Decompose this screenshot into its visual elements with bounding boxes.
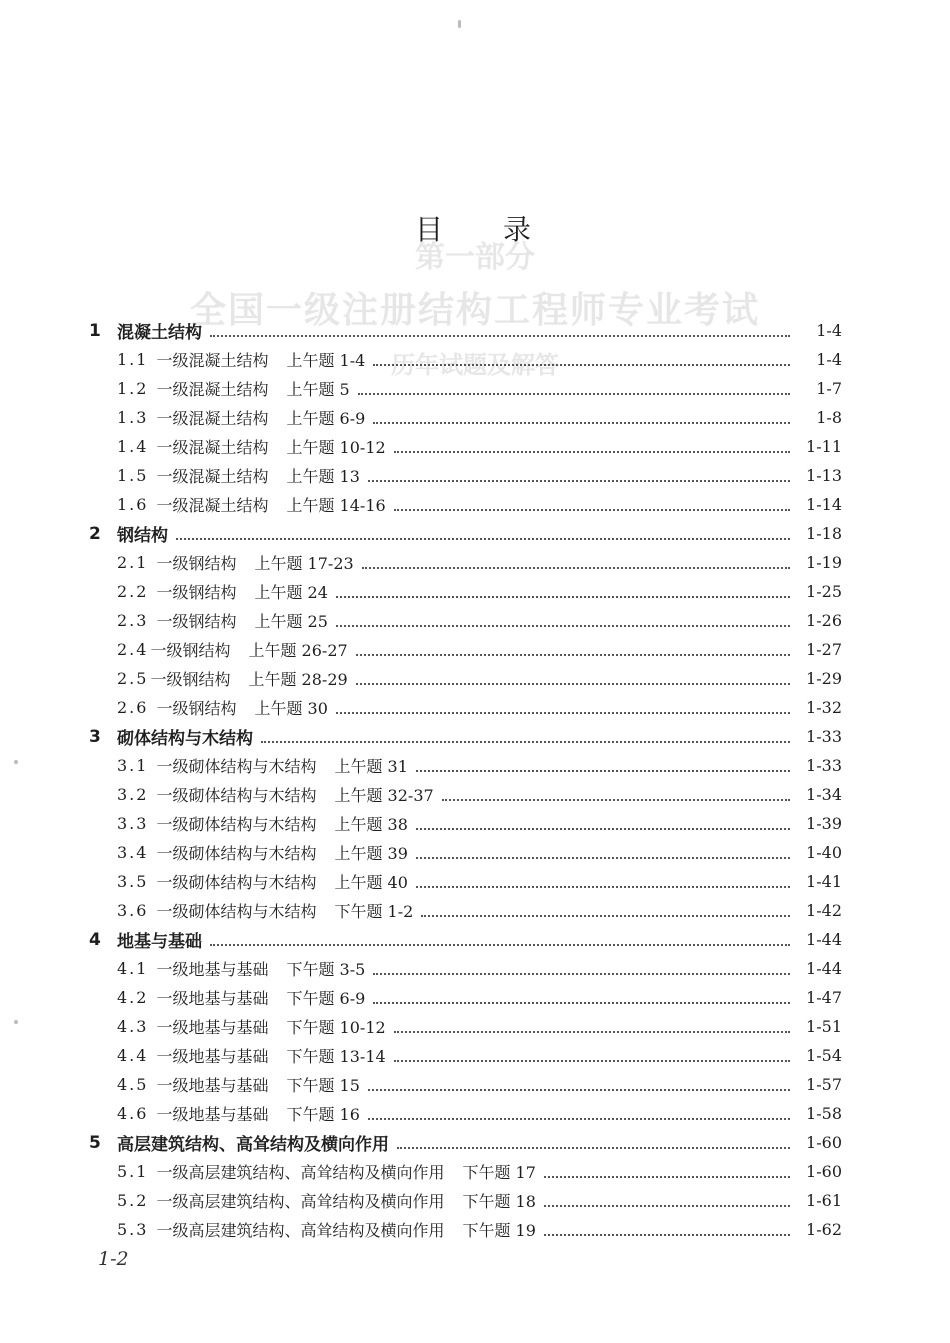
toc-section-subject: 一级混凝土结构 <box>156 409 269 428</box>
toc-entry-number: 4.6 <box>117 1104 149 1123</box>
toc-page-number: 1-60 <box>806 1133 842 1152</box>
toc-chapter-label: 高层建筑结构、高耸结构及横向作用 <box>117 1135 389 1155</box>
toc-entry-number: 5 <box>89 1132 101 1153</box>
toc-section-row[interactable] <box>0 577 950 606</box>
toc-entry-number: 1.5 <box>117 466 149 485</box>
toc-page-number: 1-44 <box>806 959 842 978</box>
toc-page-number: 1-19 <box>806 553 842 572</box>
toc-page-number: 1-34 <box>806 785 842 804</box>
toc-section-row[interactable] <box>0 1070 950 1099</box>
watermark-line-1: 第一部分 <box>415 240 535 275</box>
toc-section-subject: 一级高层建筑结构、高耸结构及横向作用 <box>156 1163 445 1182</box>
toc-entry-title <box>0 870 408 893</box>
toc-section-questions: 上午题 40 <box>334 873 408 892</box>
toc-section-row[interactable] <box>0 548 950 577</box>
toc-section-questions: 上午题 24 <box>254 583 328 602</box>
toc-page-number: 1-33 <box>806 756 842 775</box>
toc-section-questions: 下午题 13-14 <box>286 1047 386 1066</box>
toc-entry-title <box>0 1130 389 1155</box>
toc-section-row[interactable] <box>0 809 950 838</box>
toc-section-questions: 上午题 14-16 <box>286 496 386 515</box>
toc-section-row[interactable] <box>0 1186 950 1215</box>
toc-section-subject: 一级高层建筑结构、高耸结构及横向作用 <box>156 1192 445 1211</box>
scan-speck <box>14 760 18 764</box>
toc-section-subject: 一级地基与基础 <box>156 1018 269 1037</box>
toc-page-number: 1-41 <box>806 872 842 891</box>
toc-section-questions: 上午题 32-37 <box>334 786 434 805</box>
toc-entry-title <box>0 724 253 749</box>
toc-section-row[interactable] <box>0 461 950 490</box>
toc-section-subject: 一级地基与基础 <box>156 960 269 979</box>
toc-chapter-label: 混凝土结构 <box>117 323 202 343</box>
toc-page-number: 1-62 <box>806 1220 842 1239</box>
toc-section-questions: 下午题 3-5 <box>286 960 366 979</box>
toc-entry-title <box>0 899 413 922</box>
toc-section-subject: 一级钢结构 <box>156 612 237 631</box>
toc-entry-title <box>0 783 434 806</box>
toc-section-row[interactable] <box>0 751 950 780</box>
toc-section-questions: 下午题 18 <box>462 1192 536 1211</box>
toc-entry-title <box>0 696 328 719</box>
toc-leader-dots <box>544 1203 790 1207</box>
toc-entry-number: 5.1 <box>117 1162 149 1181</box>
toc-entry-title <box>0 377 350 400</box>
toc-entry-title <box>0 1218 536 1241</box>
toc-entry-number: 2.6 <box>117 698 149 717</box>
toc-leader-dots <box>394 1029 790 1033</box>
toc-section-questions: 上午题 39 <box>334 844 408 863</box>
toc-entry-number: 1.6 <box>117 495 149 514</box>
toc-section-row[interactable] <box>0 635 950 664</box>
toc-entry-number: 4.2 <box>117 988 149 1007</box>
toc-leader-dots <box>373 420 790 424</box>
toc-section-questions: 上午题 6-9 <box>286 409 366 428</box>
toc-section-subject: 一级钢结构 <box>156 583 237 602</box>
toc-entry-number: 1 <box>89 320 101 341</box>
toc-entry-title <box>0 841 408 864</box>
toc-page-number: 1-14 <box>806 495 842 514</box>
toc-entry-number: 4.4 <box>117 1046 149 1065</box>
toc-page-number: 1-57 <box>806 1075 842 1094</box>
toc-entry-number: 4 <box>89 929 101 950</box>
toc-section-subject: 一级混凝土结构 <box>156 496 269 515</box>
toc-section-row[interactable] <box>0 1041 950 1070</box>
toc-leader-dots <box>421 913 790 917</box>
toc-leader-dots <box>261 739 790 743</box>
toc-entry-number: 4.3 <box>117 1017 149 1036</box>
toc-entry-number: 5.2 <box>117 1191 149 1210</box>
toc-section-subject: 一级地基与基础 <box>156 1076 269 1095</box>
toc-entry-number: 5.3 <box>117 1220 149 1239</box>
toc-entry-number: 1.2 <box>117 379 149 398</box>
toc-leader-dots <box>394 449 790 453</box>
toc-section-subject: 一级地基与基础 <box>156 1105 269 1124</box>
toc-leader-dots <box>356 652 790 656</box>
toc-page-number: 1-51 <box>806 1017 842 1036</box>
toc-section-subject: 一级混凝土结构 <box>156 351 269 370</box>
toc-entry-number: 3 <box>89 726 101 747</box>
toc-section-subject: 一级地基与基础 <box>156 989 269 1008</box>
toc-entry-title <box>0 580 328 603</box>
toc-entry-title <box>0 638 348 661</box>
toc-page-number: 1-40 <box>806 843 842 862</box>
toc-chapter-row[interactable] <box>0 519 950 548</box>
toc-entry-title <box>0 318 202 343</box>
title-char-1: 目 <box>414 213 447 246</box>
toc-section-questions: 下午题 6-9 <box>286 989 366 1008</box>
toc-page-number: 1-39 <box>806 814 842 833</box>
toc-entry-title <box>0 754 408 777</box>
toc-section-row[interactable] <box>0 345 950 374</box>
toc-section-subject: 一级砌体结构与木结构 <box>156 815 317 834</box>
toc-chapter-label: 钢结构 <box>117 526 168 546</box>
toc-section-row[interactable] <box>0 1099 950 1128</box>
toc-section-subject: 一级砌体结构与木结构 <box>156 873 317 892</box>
toc-leader-dots <box>373 1000 790 1004</box>
toc-section-subject: 一级地基与基础 <box>156 1047 269 1066</box>
toc-leader-dots <box>544 1232 790 1236</box>
toc-entry-number: 1.4 <box>117 437 149 456</box>
toc-chapter-row[interactable] <box>0 722 950 751</box>
toc-leader-dots <box>416 884 790 888</box>
toc-entry-title <box>0 986 365 1009</box>
toc-leader-dots <box>336 623 790 627</box>
toc-section-subject: 一级钢结构 <box>156 554 237 573</box>
toc-entry-title <box>0 609 328 632</box>
toc-chapter-row[interactable] <box>0 316 950 345</box>
toc-page-number: 1-47 <box>806 988 842 1007</box>
toc-page-number: 1-29 <box>806 669 842 688</box>
toc-section-subject: 一级钢结构 <box>150 641 231 660</box>
toc-section-questions: 上午题 31 <box>334 757 408 776</box>
title-char-2: 录 <box>503 213 536 246</box>
toc-leader-dots <box>362 565 790 569</box>
toc-leader-dots <box>416 826 790 830</box>
toc-section-row[interactable] <box>0 403 950 432</box>
toc-leader-dots <box>397 1145 790 1149</box>
toc-page-number: 1-4 <box>816 350 842 369</box>
toc-entry-number: 2.3 <box>117 611 149 630</box>
toc-entry-title <box>0 464 360 487</box>
toc-section-questions: 上午题 17-23 <box>254 554 354 573</box>
toc-section-row[interactable] <box>0 954 950 983</box>
scan-speck <box>14 1020 18 1024</box>
toc-leader-dots <box>210 942 790 946</box>
toc-section-row[interactable] <box>0 1215 950 1244</box>
toc-section-row[interactable] <box>0 838 950 867</box>
toc-section-questions: 上午题 28-29 <box>248 670 348 689</box>
toc-entry-number: 1.3 <box>117 408 149 427</box>
toc-entry-number: 4.1 <box>117 959 149 978</box>
toc-section-subject: 一级砌体结构与木结构 <box>156 902 317 921</box>
toc-leader-dots <box>356 681 790 685</box>
toc-entry-title <box>0 1102 360 1125</box>
toc-entry-title <box>0 435 386 458</box>
toc-page-number: 1-42 <box>806 901 842 920</box>
toc-entry-title <box>0 957 365 980</box>
toc-section-questions: 下午题 17 <box>462 1163 536 1182</box>
toc-section-subject: 一级砌体结构与木结构 <box>156 844 317 863</box>
toc-section-subject: 一级混凝土结构 <box>156 467 269 486</box>
toc-page-number: 1-60 <box>806 1162 842 1181</box>
toc-entry-number: 2.5 <box>117 669 149 688</box>
toc-section-row[interactable] <box>0 983 950 1012</box>
toc-entry-number: 3.2 <box>117 785 149 804</box>
toc-entry-number: 2 <box>89 523 101 544</box>
toc-section-subject: 一级高层建筑结构、高耸结构及横向作用 <box>156 1221 445 1240</box>
toc-chapter-row[interactable] <box>0 1128 950 1157</box>
toc-page-number: 1-13 <box>806 466 842 485</box>
toc-page-number: 1-33 <box>806 727 842 746</box>
toc-entry-number: 3.6 <box>117 901 149 920</box>
toc-section-questions: 上午题 5 <box>286 380 350 399</box>
toc-section-row[interactable] <box>0 1012 950 1041</box>
toc-leader-dots <box>336 710 790 714</box>
toc-page-number: 1-4 <box>816 321 842 340</box>
toc-leader-dots <box>394 1058 790 1062</box>
toc-section-row[interactable] <box>0 432 950 461</box>
toc-page-number: 1-27 <box>806 640 842 659</box>
toc-section-row[interactable] <box>0 896 950 925</box>
toc-page-number: 1-54 <box>806 1046 842 1065</box>
toc-page-number: 1-8 <box>816 408 842 427</box>
toc-chapter-label: 砌体结构与木结构 <box>117 729 253 749</box>
toc-entry-title <box>0 406 365 429</box>
toc-section-row[interactable] <box>0 664 950 693</box>
toc-section-questions: 上午题 13 <box>286 467 360 486</box>
toc-entry-title <box>0 812 408 835</box>
page-number-footer: 1-2 <box>98 1248 129 1270</box>
toc-section-questions: 下午题 16 <box>286 1105 360 1124</box>
toc-entry-title <box>0 1044 386 1067</box>
toc-entry-title <box>0 667 348 690</box>
toc-section-questions: 下午题 15 <box>286 1076 360 1095</box>
toc-section-questions: 上午题 26-27 <box>248 641 348 660</box>
toc-entry-title <box>0 551 354 574</box>
toc-entry-number: 3.3 <box>117 814 149 833</box>
toc-page-number: 1-18 <box>806 524 842 543</box>
toc-chapter-row[interactable] <box>0 925 950 954</box>
toc-section-subject: 一级砌体结构与木结构 <box>156 757 317 776</box>
toc-section-questions: 上午题 25 <box>254 612 328 631</box>
toc-leader-dots <box>358 391 790 395</box>
toc-leader-dots <box>373 362 790 366</box>
toc-entry-number: 4.5 <box>117 1075 149 1094</box>
toc-section-row[interactable] <box>0 780 950 809</box>
toc-section-questions: 上午题 1-4 <box>286 351 366 370</box>
toc-leader-dots <box>176 536 790 540</box>
toc-section-questions: 上午题 38 <box>334 815 408 834</box>
toc-section-row[interactable] <box>0 693 950 722</box>
toc-leader-dots <box>368 478 790 482</box>
toc-entry-title <box>0 1073 360 1096</box>
toc-section-row[interactable] <box>0 1157 950 1186</box>
toc-section-questions: 下午题 10-12 <box>286 1018 386 1037</box>
toc-entry-number: 2.1 <box>117 553 149 572</box>
toc-section-subject: 一级钢结构 <box>156 699 237 718</box>
toc-leader-dots <box>416 768 790 772</box>
toc-chapter-label: 地基与基础 <box>117 932 202 952</box>
toc-leader-dots <box>368 1116 790 1120</box>
toc-section-row[interactable] <box>0 867 950 896</box>
toc-page-number: 1-61 <box>806 1191 842 1210</box>
toc-leader-dots <box>544 1174 790 1178</box>
toc-section-row[interactable] <box>0 374 950 403</box>
toc-leader-dots <box>394 507 790 511</box>
toc-section-row[interactable] <box>0 490 950 519</box>
toc-leader-dots <box>373 971 790 975</box>
toc-entry-title <box>0 493 386 516</box>
toc-page-number: 1-25 <box>806 582 842 601</box>
toc-leader-dots <box>368 1087 790 1091</box>
toc-section-row[interactable] <box>0 606 950 635</box>
toc-entry-number: 1.1 <box>117 350 149 369</box>
toc-section-questions: 下午题 19 <box>462 1221 536 1240</box>
page-title <box>0 208 950 248</box>
toc-section-questions: 上午题 10-12 <box>286 438 386 457</box>
toc-entry-number: 2.2 <box>117 582 149 601</box>
toc-page-number: 1-7 <box>816 379 842 398</box>
toc-section-questions: 上午题 30 <box>254 699 328 718</box>
scan-speck <box>458 20 461 28</box>
toc-leader-dots <box>336 594 790 598</box>
toc-entry-number: 3.1 <box>117 756 149 775</box>
toc-section-subject: 一级混凝土结构 <box>156 380 269 399</box>
toc-page-number: 1-32 <box>806 698 842 717</box>
toc-page-number: 1-26 <box>806 611 842 630</box>
toc-leader-dots <box>442 797 790 801</box>
toc-entry-title <box>0 1189 536 1212</box>
toc-entry-number: 2.4 <box>117 640 149 659</box>
toc-entry-title <box>0 521 168 546</box>
watermark-line-2: 全国一级注册结构工程师专业考试 <box>189 290 760 331</box>
watermark-line-3: 历年试题及解答 <box>391 351 559 379</box>
toc-entry-title <box>0 1160 536 1183</box>
toc-entry-title <box>0 348 365 371</box>
toc-leader-dots <box>416 855 790 859</box>
toc-section-questions: 下午题 1-2 <box>334 902 414 921</box>
toc-section-subject: 一级钢结构 <box>150 670 231 689</box>
toc-entry-number: 3.5 <box>117 872 149 891</box>
toc-leader-dots <box>210 333 790 337</box>
toc-page-number: 1-44 <box>806 930 842 949</box>
toc-entry-title <box>0 927 202 952</box>
toc-entry-number: 3.4 <box>117 843 149 862</box>
toc-entry-title <box>0 1015 386 1038</box>
toc-page-number: 1-58 <box>806 1104 842 1123</box>
toc-section-subject: 一级砌体结构与木结构 <box>156 786 317 805</box>
toc-section-subject: 一级混凝土结构 <box>156 438 269 457</box>
toc-page-number: 1-11 <box>806 437 842 456</box>
